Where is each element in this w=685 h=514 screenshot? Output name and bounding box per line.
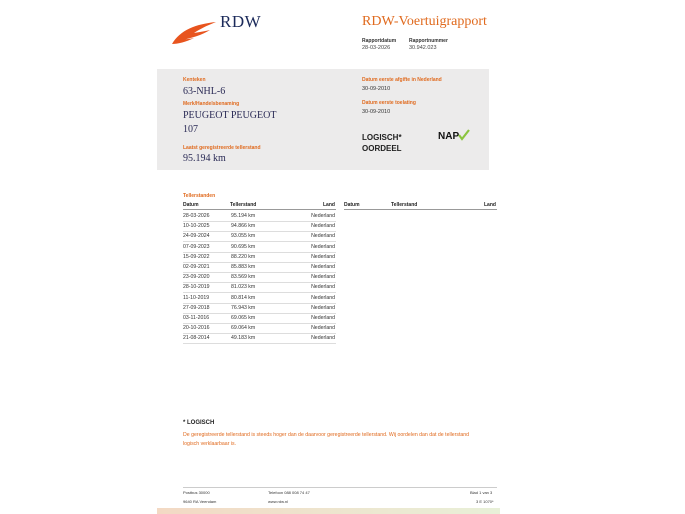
report-title: RDW-Voertuigrapport xyxy=(362,14,487,29)
row-reading: 93.055 km xyxy=(231,233,256,240)
nap-logo-text: NAP xyxy=(438,131,460,142)
report-number-value: 30.942.023 xyxy=(409,45,437,51)
row-date: 24-09-2024 xyxy=(183,233,210,240)
verdict-line1: LOGISCH* xyxy=(362,133,402,142)
row-country: Nederland xyxy=(311,253,335,260)
footer-version: 3 E 1070* xyxy=(476,499,494,504)
row-reading: 69.064 km xyxy=(231,325,256,332)
nap-logo-icon xyxy=(437,128,471,142)
row-date: 02-09-2021 xyxy=(183,264,210,270)
row-country: Nederland xyxy=(311,284,335,291)
row-reading: 88.220 km xyxy=(231,253,256,260)
row-date: 28-03-2026 xyxy=(183,213,210,219)
row-date: 20-10-2016 xyxy=(183,325,210,332)
row-reading: 85.883 km xyxy=(231,264,256,270)
row-reading: 94.866 km xyxy=(231,223,256,230)
col-header-reading: Tellerstand xyxy=(230,202,257,208)
row-date: 03-11-2016 xyxy=(183,315,210,321)
row-country: Nederland xyxy=(311,274,335,281)
row-country: Nederland xyxy=(311,233,335,240)
row-country: Nederland xyxy=(311,243,335,250)
first-admission-value: 30-09-2010 xyxy=(362,109,391,115)
footer-gradient-bar xyxy=(157,508,500,514)
odometer-value: 95.194 km xyxy=(183,153,226,164)
footer-phone: Telefoon 088 008 74 47 xyxy=(268,490,310,495)
report-date-value: 28-03-2026 xyxy=(362,45,391,51)
footer-city: 9640 RA Veendam xyxy=(183,499,217,504)
table-row xyxy=(183,333,336,344)
row-country: Nederland xyxy=(311,335,335,342)
row-date: 07-09-2023 xyxy=(183,243,210,250)
row-date: 10-10-2025 xyxy=(183,223,210,230)
nap-check-icon xyxy=(459,130,469,139)
header-divider-2 xyxy=(344,209,497,210)
row-date: 27-09-2018 xyxy=(183,304,210,311)
row-date: 23-09-2020 xyxy=(183,274,210,281)
footnote-text: De geregistreerde tellerstand is steeds hoger dan de daarvoor geregistreerde tellerstand. Wij oordelen dan dat de tellerstand logisch verklaarbaar is. xyxy=(183,432,470,447)
make-label: Merk/Handelsbenaming xyxy=(183,101,240,107)
row-reading: 95.194 km xyxy=(231,213,256,219)
rdw-logo-icon xyxy=(170,20,218,46)
first-nl-label: Datum eerste afgifte in Nederland xyxy=(362,77,442,83)
footer-page: Blad 1 van 3 xyxy=(470,490,493,495)
footer-divider xyxy=(183,487,497,488)
verdict xyxy=(362,132,402,154)
footer-web: www.rdw.nl xyxy=(268,499,289,504)
col-header-date-2: Datum xyxy=(344,202,360,208)
col-header-country: Land xyxy=(323,202,335,208)
footnote-title: * LOGISCH xyxy=(183,420,215,426)
row-reading: 83.569 km xyxy=(231,274,256,281)
first-admission-label: Datum eerste toelating xyxy=(362,100,416,106)
odometer-label: Laatst geregistreerde tellerstand xyxy=(183,145,261,151)
row-country: Nederland xyxy=(311,264,335,270)
col-header-country-2: Land xyxy=(484,202,496,208)
row-reading: 69.065 km xyxy=(231,315,256,321)
first-nl-value: 30-09-2010 xyxy=(362,86,391,92)
row-date: 21-08-2014 xyxy=(183,335,210,342)
row-country: Nederland xyxy=(311,213,335,219)
make-value-line2: 107 xyxy=(183,124,198,135)
row-reading: 80.814 km xyxy=(231,294,256,301)
footer-postbox: Postbus 30000 xyxy=(183,490,210,495)
row-date: 28-10-2019 xyxy=(183,284,210,291)
row-date: 11-10-2019 xyxy=(183,294,210,301)
make-value-line1: PEUGEOT PEUGEOT xyxy=(183,110,277,121)
row-reading: 81.023 km xyxy=(231,284,256,291)
report-number-label: Rapportnummer xyxy=(409,38,448,44)
plate-label: Kenteken xyxy=(183,77,206,83)
col-header-date: Datum xyxy=(183,202,199,208)
row-country: Nederland xyxy=(311,325,335,332)
col-header-reading-2: Tellerstand xyxy=(391,202,418,208)
row-country: Nederland xyxy=(311,304,335,311)
verdict-line2: OORDEEL xyxy=(362,144,402,153)
row-reading: 76.943 km xyxy=(231,304,256,311)
row-date: 15-09-2022 xyxy=(183,253,210,260)
row-country: Nederland xyxy=(311,223,335,230)
header-divider xyxy=(183,209,336,210)
row-reading: 90.695 km xyxy=(231,243,256,250)
readings-title: Tellerstanden xyxy=(183,193,216,199)
row-reading: 49.183 km xyxy=(231,335,256,342)
plate-value: 63-NHL-6 xyxy=(183,86,226,97)
row-country: Nederland xyxy=(311,315,335,321)
brand-name: RDW xyxy=(220,12,262,31)
report-date-label: Rapportdatum xyxy=(362,38,397,44)
row-country: Nederland xyxy=(311,294,335,301)
